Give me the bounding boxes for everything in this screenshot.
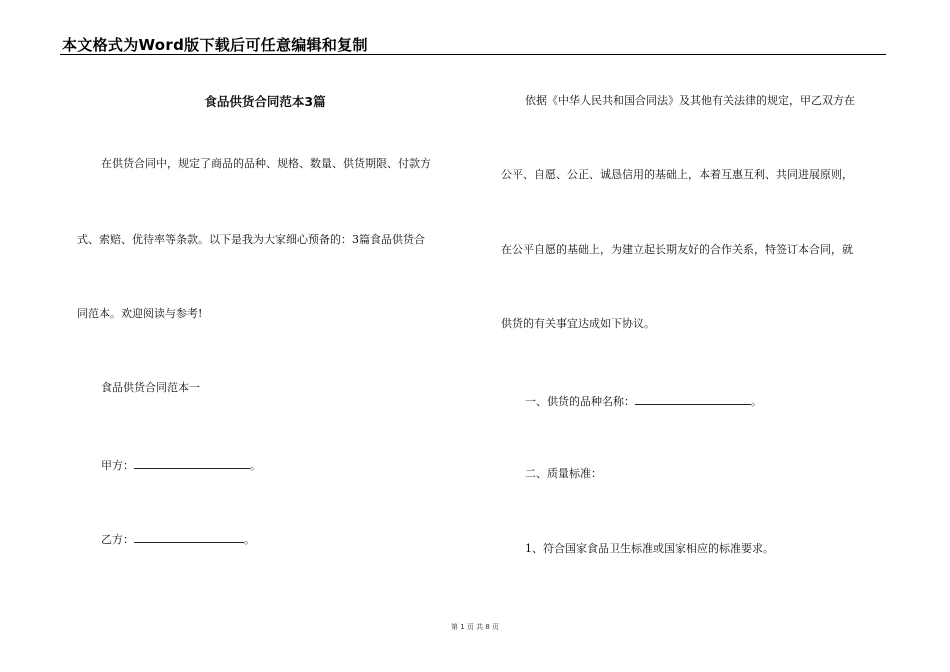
banner-divider bbox=[60, 54, 886, 55]
party-a-label: 甲方： bbox=[101, 459, 134, 472]
preamble-line-3: 在公平自愿的基础上，为建立起长期友好的合作关系，特签订本合同，就 bbox=[501, 243, 853, 256]
document-banner: 本文格式为Word版下载后可任意编辑和复制 bbox=[62, 36, 368, 54]
item-1-blank bbox=[635, 393, 751, 405]
item-2-heading: 二、质量标准： bbox=[525, 467, 602, 480]
item-1-line bbox=[525, 393, 762, 409]
section-heading: 食品供货合同范本一 bbox=[101, 381, 200, 394]
party-a-blank bbox=[134, 457, 250, 469]
intro-line-3: 同范本。欢迎阅读与参考! bbox=[77, 307, 203, 320]
intro-line-2: 式、索赔、优待率等条款。以下是我为大家细心预备的：3篇食品供货合 bbox=[77, 233, 425, 246]
item-1-label: 一、供货的品种名称： bbox=[525, 395, 635, 408]
intro-line-1: 在供货合同中，规定了商品的品种、规格、数量、供货期限、付款方 bbox=[101, 157, 431, 170]
party-b-blank bbox=[134, 531, 244, 543]
document-title: 食品供货合同范本3篇 bbox=[204, 94, 326, 109]
page-footer: 第 1 页 共 8 页 bbox=[450, 623, 500, 631]
party-a-end: 。 bbox=[250, 459, 261, 472]
party-a-line bbox=[101, 457, 261, 473]
party-b-end: 。 bbox=[244, 533, 255, 546]
item-1-end: 。 bbox=[751, 395, 762, 408]
preamble-line-2: 公平、自愿、公正、诚恳信用的基础上，本着互惠互利、共同进展原则， bbox=[501, 168, 853, 181]
preamble-line-1: 依据《中华人民共和国合同法》及其他有关法律的规定，甲乙双方在 bbox=[525, 94, 855, 107]
preamble-line-4: 供货的有关事宜达成如下协议。 bbox=[501, 317, 655, 330]
party-b-label: 乙方： bbox=[101, 533, 134, 546]
item-2-1: 1、符合国家食品卫生标准或国家相应的标准要求。 bbox=[525, 542, 774, 555]
party-b-line bbox=[101, 531, 255, 547]
